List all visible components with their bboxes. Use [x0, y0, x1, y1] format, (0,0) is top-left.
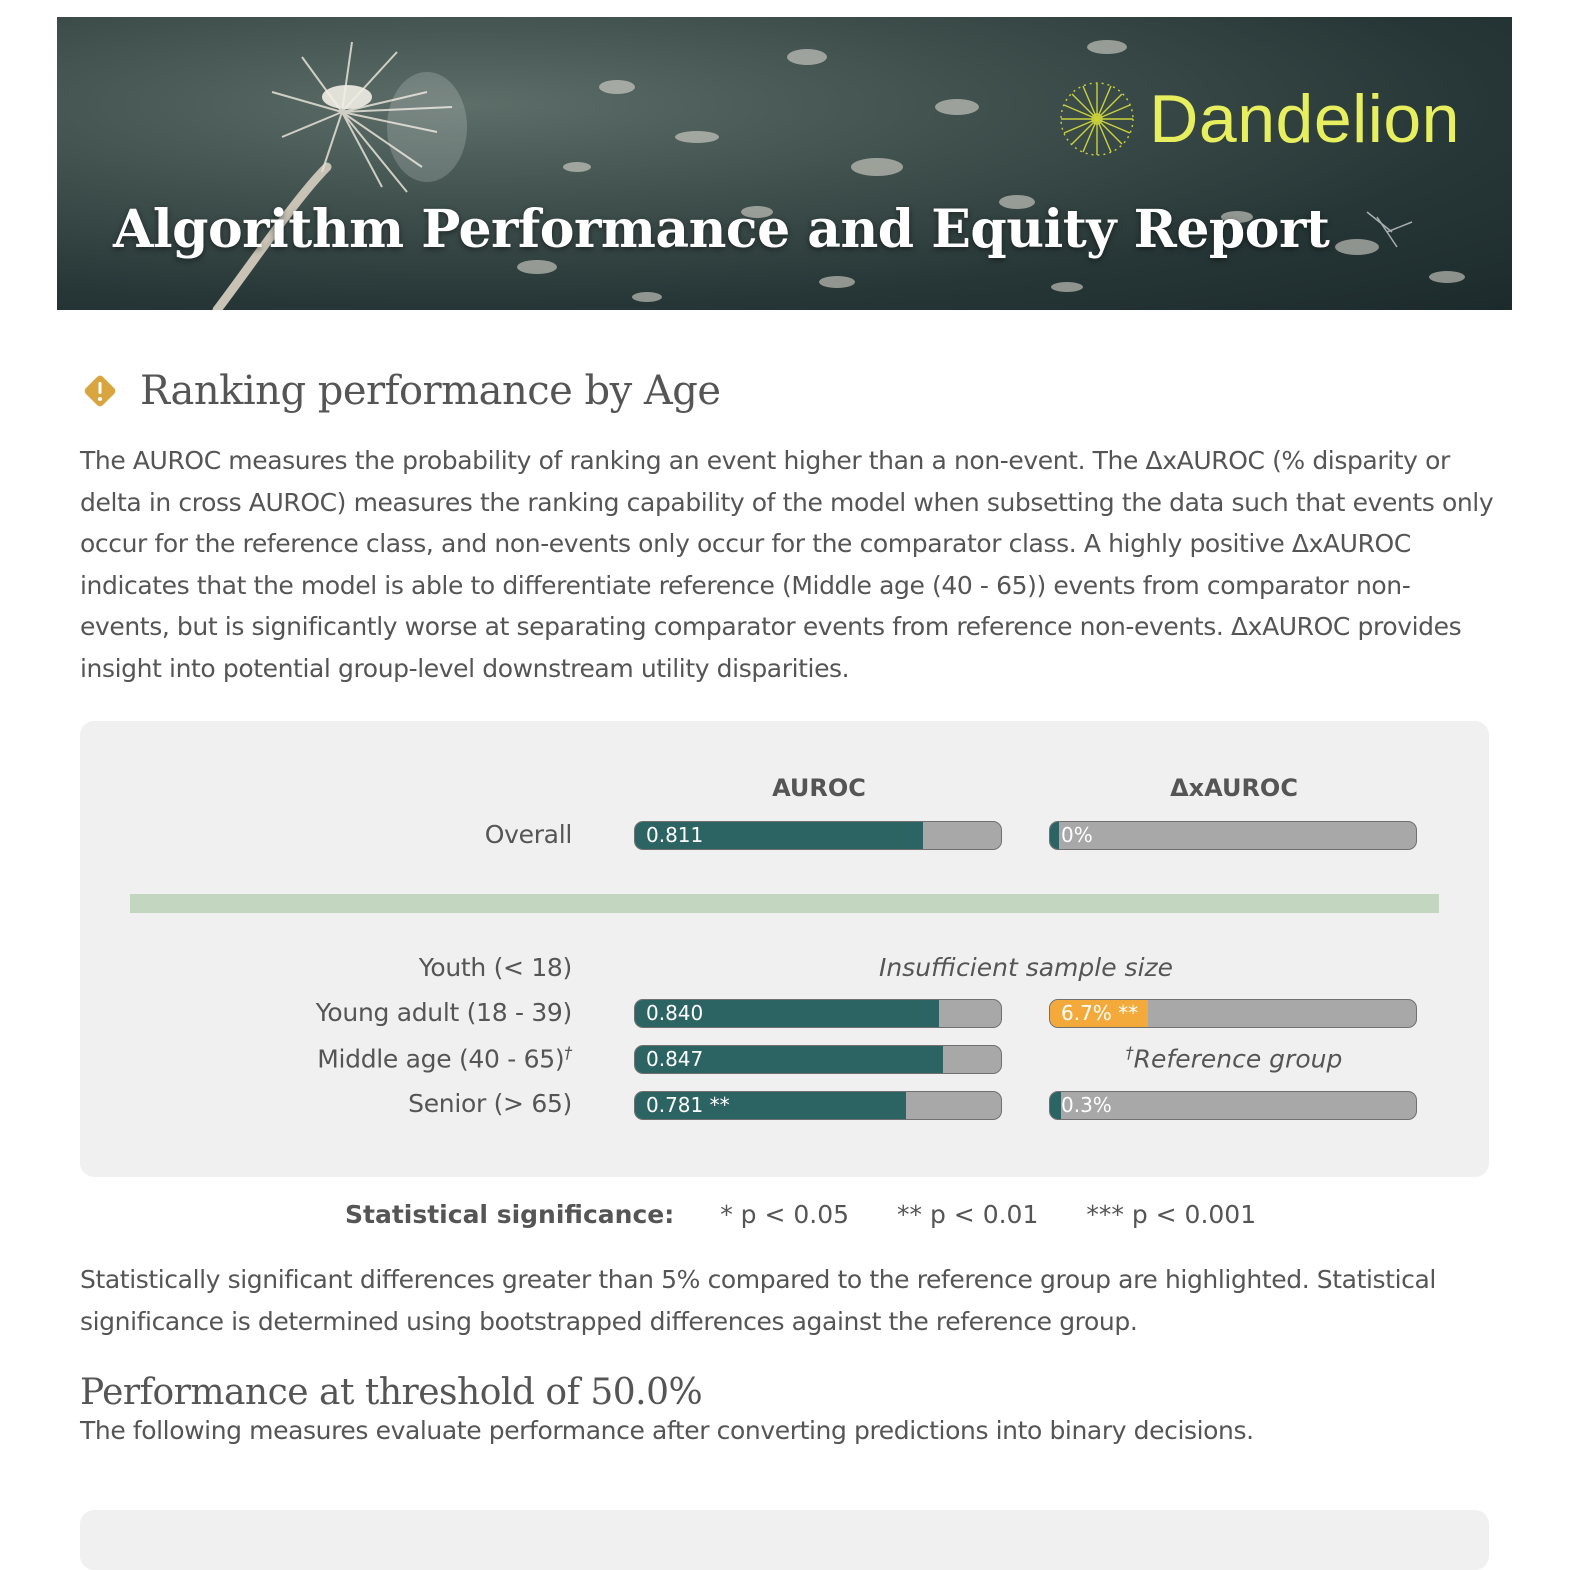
overall-divider	[130, 894, 1439, 913]
auroc-value: 0.811	[646, 823, 704, 847]
threshold-description: The following measures evaluate performance after converting predictions into binary decisions.	[80, 1416, 1254, 1445]
significance-note: Statistically significant differences greater than 5% compared to the reference group are highlighted. Statistical significance is determined using bootstrapped differences against the reference group.	[80, 1265, 1436, 1336]
auroc-bar-senior	[634, 1091, 1002, 1120]
delta-bar-senior	[1049, 1091, 1417, 1120]
delta-bar-overall	[1049, 821, 1417, 850]
column-header-delta-xauroc: ΔxAUROC	[1170, 774, 1298, 802]
section-description: The AUROC measures the probability of ranking an event higher than a non-event. The ΔxAUROC (% disparity or delta in cross AUROC) measures the ranking capability of the model when subsetting the data such that events only occur for the reference class, and non-events only occur for the comparator class. A highly positive ΔxAUROC indicates that the model is able to differentiate reference (Middle age (40 - 65)) events from comparator non-events, but is significantly worse at separating comparator events from reference non-events. ΔxAUROC provides insight into potential group-level downstream utility disparities.	[80, 446, 1494, 683]
delta-fill	[1050, 822, 1059, 849]
row-label-overall: Overall	[484, 820, 572, 849]
delta-bar-young-adult	[1049, 999, 1417, 1028]
legend-item: *** p < 0.001	[1086, 1200, 1257, 1229]
auroc-bar-middle-age	[634, 1045, 1002, 1074]
auroc-bar-overall	[634, 821, 1002, 850]
delta-value: 0%	[1061, 823, 1093, 847]
auroc-value: 0.847	[646, 1047, 704, 1071]
reference-group-text: Reference group	[1133, 1044, 1343, 1074]
auroc-value: 0.840	[646, 1001, 704, 1025]
brand-name: Dandelion	[1149, 81, 1460, 157]
delta-fill	[1050, 1092, 1061, 1119]
reference-mark: †	[1125, 1043, 1134, 1062]
delta-value: 6.7% **	[1061, 1001, 1139, 1025]
row-label-text: Middle age (40 - 65)	[317, 1044, 565, 1074]
threshold-metrics-panel	[80, 1510, 1489, 1570]
dandelion-logo-icon	[1057, 79, 1137, 159]
row-label-youth: Youth (< 18)	[418, 953, 572, 982]
auroc-bar-young-adult	[634, 999, 1002, 1028]
section-title: Ranking performance by Age	[140, 368, 721, 414]
delta-value: 0.3%	[1061, 1093, 1112, 1117]
legend-item: * p < 0.05	[720, 1200, 850, 1229]
warning-diamond-icon	[80, 371, 120, 411]
legend-item: ** p < 0.01	[897, 1200, 1039, 1229]
insufficient-sample-note: Insufficient sample size	[878, 953, 1174, 982]
row-label-senior: Senior (> 65)	[408, 1089, 572, 1118]
report-banner	[57, 17, 1512, 310]
row-label-young-adult: Young adult (18 - 39)	[315, 998, 572, 1027]
reference-mark: †	[564, 1043, 572, 1062]
reference-group-note	[1049, 1043, 1419, 1073]
auroc-value: 0.781 **	[646, 1093, 730, 1117]
column-header-auroc: AUROC	[772, 774, 866, 802]
section-header	[80, 368, 721, 414]
threshold-title: Performance at threshold of 50.0%	[80, 1372, 703, 1413]
row-label-middle-age	[172, 1043, 572, 1073]
legend-label: Statistical significance:	[345, 1200, 675, 1229]
significance-legend	[345, 1200, 1304, 1229]
brand-logo	[1057, 69, 1460, 169]
report-title: Algorithm Performance and Equity Report	[113, 199, 1330, 260]
